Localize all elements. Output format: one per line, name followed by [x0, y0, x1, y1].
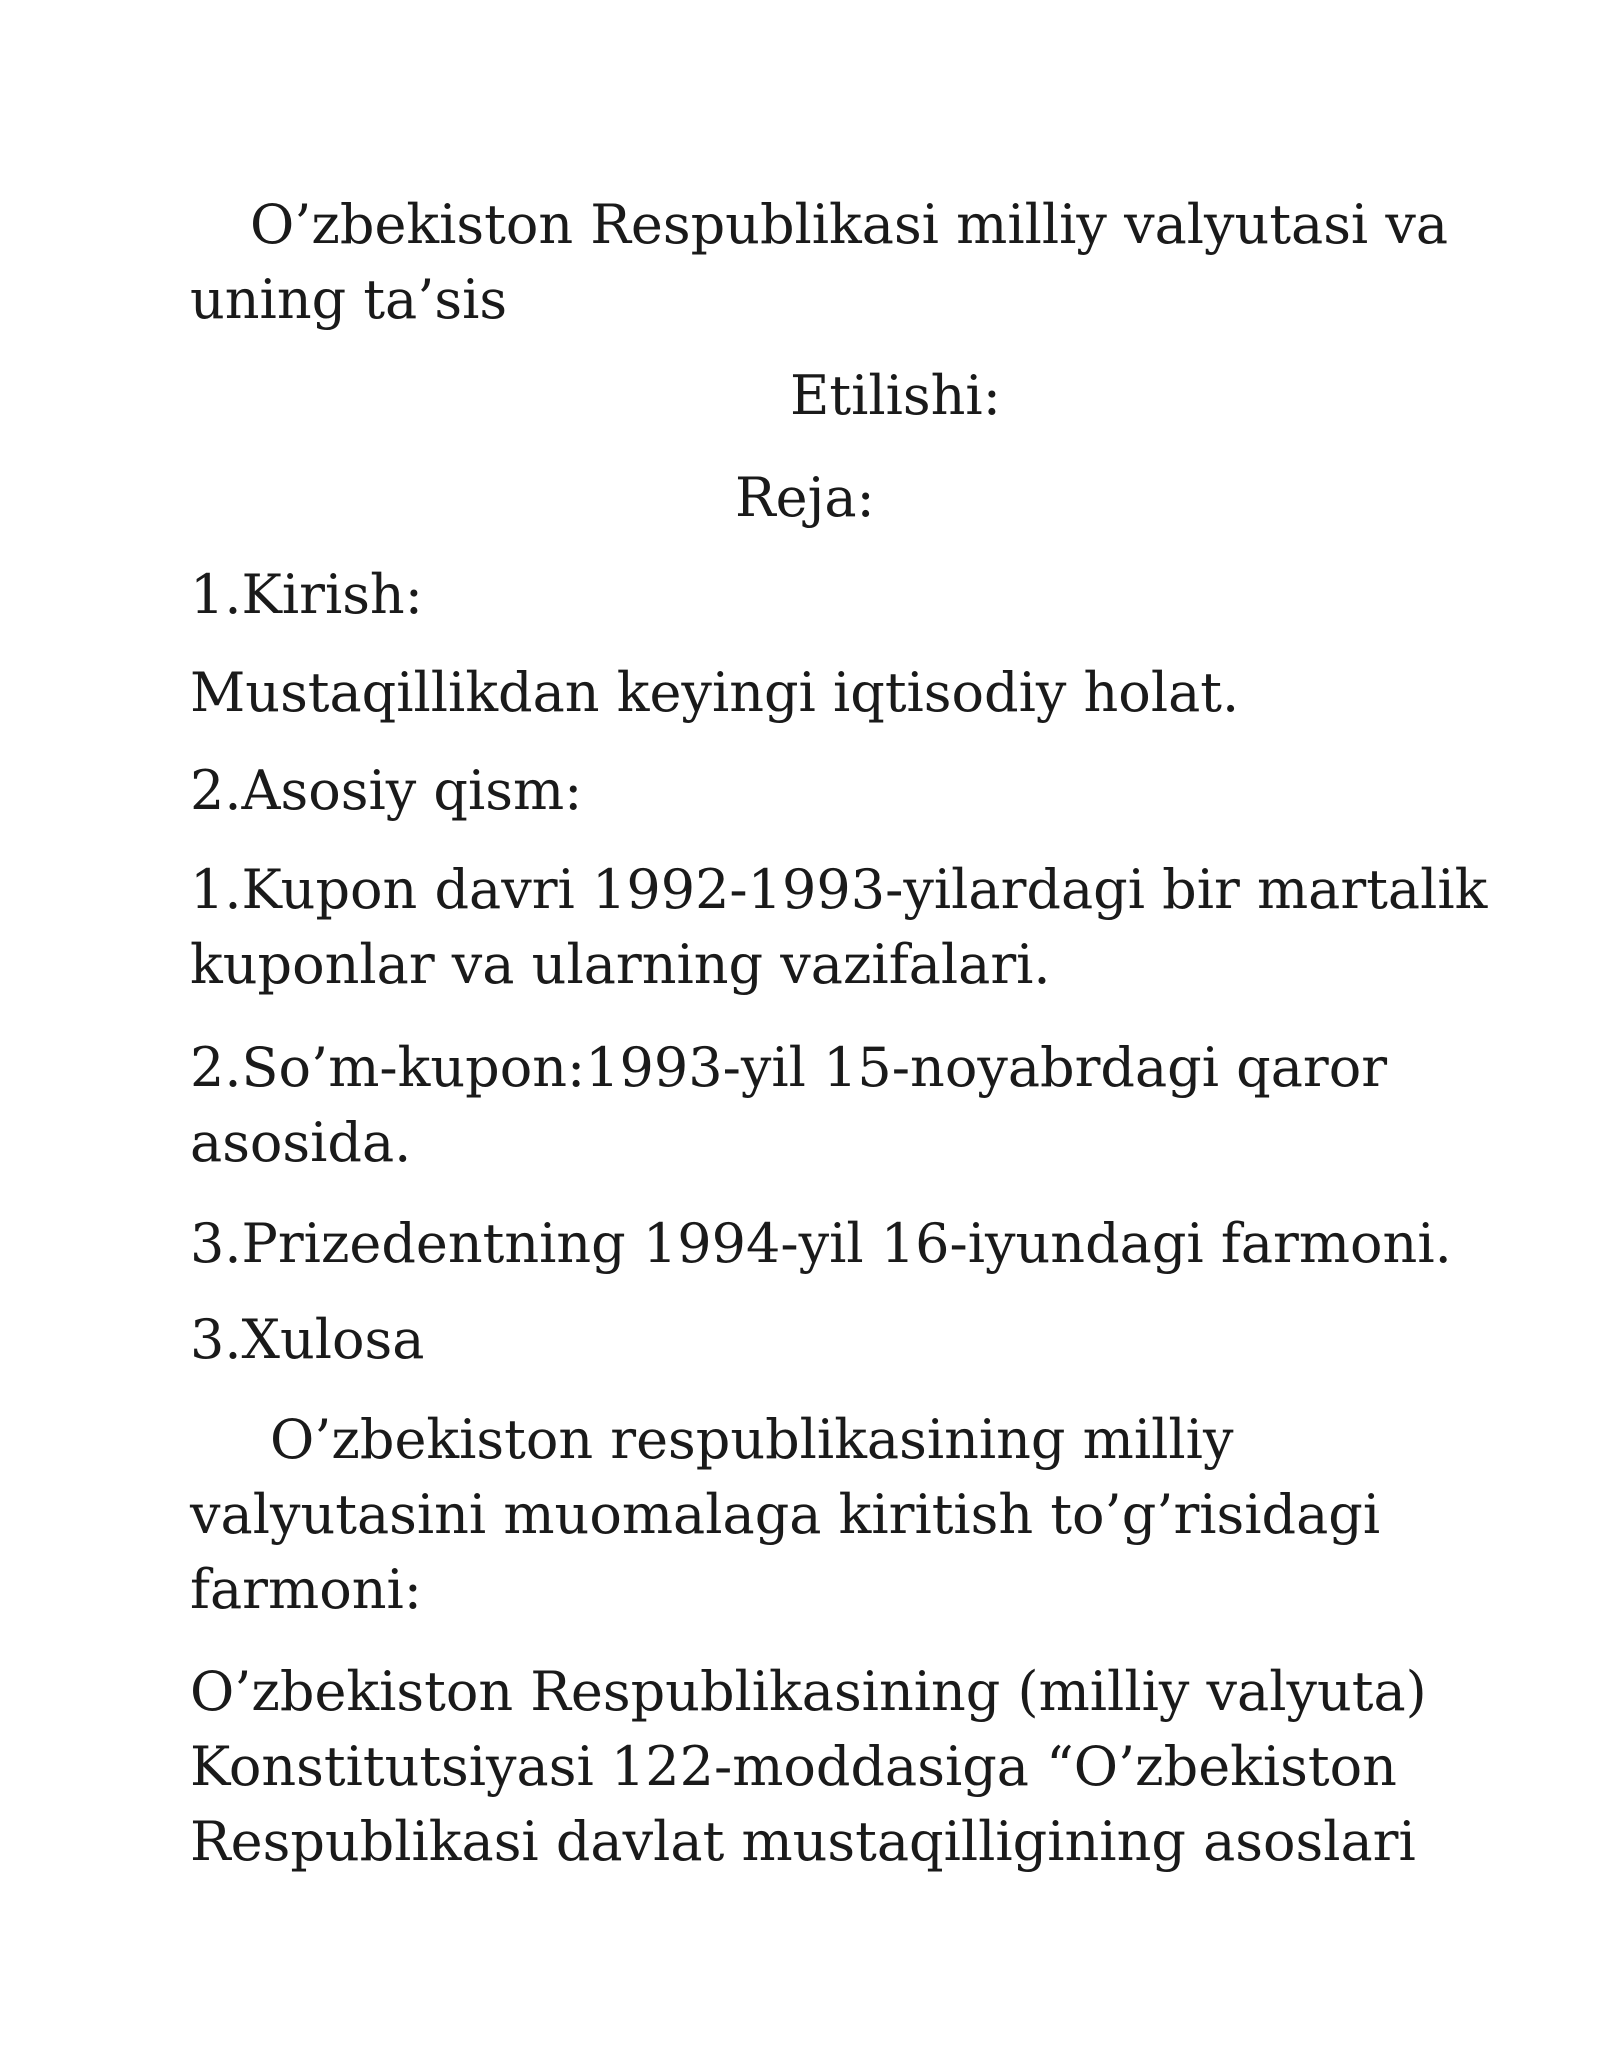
- decree-title-line-2: valyutasini muomalaga kiritish to’g’risidagi: [190, 1483, 1381, 1546]
- body-text-line-2: Konstitutsiyasi 122-moddasiga “O’zbekiston: [190, 1735, 1397, 1798]
- plan-heading: Reja:: [735, 466, 875, 529]
- decree-title-line-1: O’zbekiston respublikasining milliy: [270, 1408, 1234, 1471]
- document-title-line-1: O’zbekiston Respublikasi milliy valyutasi va: [250, 193, 1449, 256]
- document-subtitle: Etilishi:: [790, 364, 1001, 427]
- intro-heading: 1.Kirish:: [190, 563, 423, 626]
- plan-item-1-line-1: 1.Kupon davri 1992-1993-yilardagi bir martalik: [190, 858, 1488, 921]
- plan-item-2-line-1: 2.So’m-kupon:1993-yil 15-noyabrdagi qaror: [190, 1036, 1388, 1099]
- plan-item-1-line-2: kuponlar va ularning vazifalari.: [190, 933, 1051, 996]
- document-title-line-2: uning ta’sis: [190, 268, 508, 331]
- main-part-heading: 2.Asosiy qism:: [190, 759, 583, 822]
- plan-item-3: 3.Prizedentning 1994-yil 16-iyundagi farmoni.: [190, 1212, 1452, 1275]
- conclusion-heading: 3.Xulosa: [190, 1308, 425, 1371]
- plan-item-2-line-2: asosida.: [190, 1111, 412, 1174]
- body-text-line-1: O’zbekiston Respublikasining (milliy valyuta): [190, 1660, 1427, 1723]
- decree-title-line-3: farmoni:: [190, 1558, 422, 1621]
- intro-text: Mustaqillikdan keyingi iqtisodiy holat.: [190, 661, 1240, 724]
- body-text-line-3: Respublikasi davlat mustaqilligining asoslari: [190, 1810, 1416, 1873]
